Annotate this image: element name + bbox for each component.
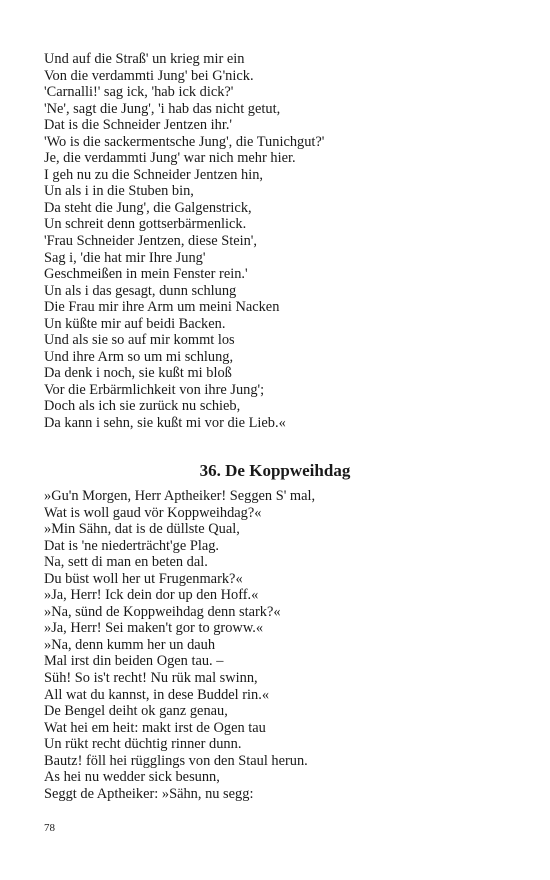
verse-line: Un rükt recht düchtig rinner dunn. (44, 736, 242, 753)
verse-line: 'Ne', sagt die Jung', 'i hab das nicht getut, (44, 100, 281, 117)
verse-line: Dat is die Schneider Jentzen ihr.' (44, 117, 233, 134)
verse-line: De Bengel deiht ok ganz genau, (44, 703, 228, 720)
verse-line: As hei nu wedder sick besunn, (44, 769, 220, 786)
verse-line: Wat is woll gaud vör Koppweihdag?« (44, 504, 262, 521)
verse-line: Sag i, 'die hat mir Ihre Jung' (44, 249, 206, 266)
verse-line: All wat du kannst, in dese Buddel rin.« (44, 686, 270, 703)
verse-line: Bautz! föll hei rügglings von den Staul herun. (44, 752, 308, 769)
poem-title: 36. De Koppweihdag (199, 461, 351, 480)
verse-line: »Min Sähn, dat is de düllste Qual, (44, 521, 240, 538)
verse-line: Na, sett di man en beten dal. (44, 554, 208, 571)
verse-line: Doch als ich sie zurück nu schieb, (44, 398, 241, 415)
verse-line: Seggt de Aptheiker: »Sähn, nu segg: (44, 785, 254, 802)
verse-line: Die Frau mir ihre Arm um meini Nacken (44, 299, 280, 316)
verse-line: Un küßte mir auf beidi Backen. (44, 315, 226, 332)
verse-line: Un als i das gesagt, dunn schlung (44, 282, 237, 299)
verse-line: »Na, sünd de Koppweihdag denn stark?« (44, 603, 281, 620)
verse-line: Süh! So is't recht! Nu rük mal swinn, (44, 670, 258, 687)
page-number: 78 (44, 822, 55, 834)
verse-line: Da denk i noch, sie kußt mi bloß (44, 365, 232, 382)
verse-line: I geh nu zu die Schneider Jentzen hin, (44, 166, 263, 183)
verse-line: 'Frau Schneider Jentzen, diese Stein', (44, 233, 257, 250)
verse-line: Und ihre Arm so um mi schlung, (44, 348, 234, 365)
verse-line: »Ja, Herr! Sei maken't gor to groww.« (44, 620, 264, 637)
verse-line: Un als i in die Stuben bin, (44, 183, 194, 200)
poem-body (44, 488, 514, 802)
verse-line: »Ja, Herr! Ick dein dor up den Hoff.« (44, 587, 259, 604)
poem-stanza-continued (44, 51, 514, 432)
verse-line: »Gu'n Morgen, Herr Aptheiker! Seggen S' mal, (44, 488, 316, 504)
verse-line: 'Wo is die sackermentsche Jung', die Tunichgut?' (44, 133, 325, 150)
verse-line: Un schreit denn gottserbärmenlick. (44, 216, 247, 233)
verse-line: Und als sie so auf mir kommt los (44, 332, 235, 349)
verse-line: Da kann i sehn, sie kußt mi vor die Lieb.« (44, 415, 286, 432)
verse-line: Geschmeißen in mein Fenster rein.' (44, 266, 248, 283)
verse-line: Du büst woll her ut Frugenmark?« (44, 570, 243, 587)
verse-line: Dat is 'ne niederträcht'ge Plag. (44, 537, 220, 554)
verse-line: Mal irst din beiden Ogen tau. – (44, 653, 224, 670)
verse-line: Vor die Erbärmlichkeit von ihre Jung'; (44, 381, 265, 398)
verse-line: Von die verdammti Jung' bei G'nick. (44, 67, 254, 84)
verse-line: Je, die verdammti Jung' war nich mehr hier. (44, 150, 296, 167)
verse-line: Und auf die Straß' un krieg mir ein (44, 51, 245, 67)
verse-line: Da steht die Jung', die Galgenstrick, (44, 199, 252, 216)
verse-line: »Na, denn kumm her un dauh (44, 636, 216, 653)
verse-line: Wat hei em heit: makt irst de Ogen tau (44, 719, 266, 736)
verse-line: 'Carnalli!' sag ick, 'hab ick dick?' (44, 84, 234, 101)
